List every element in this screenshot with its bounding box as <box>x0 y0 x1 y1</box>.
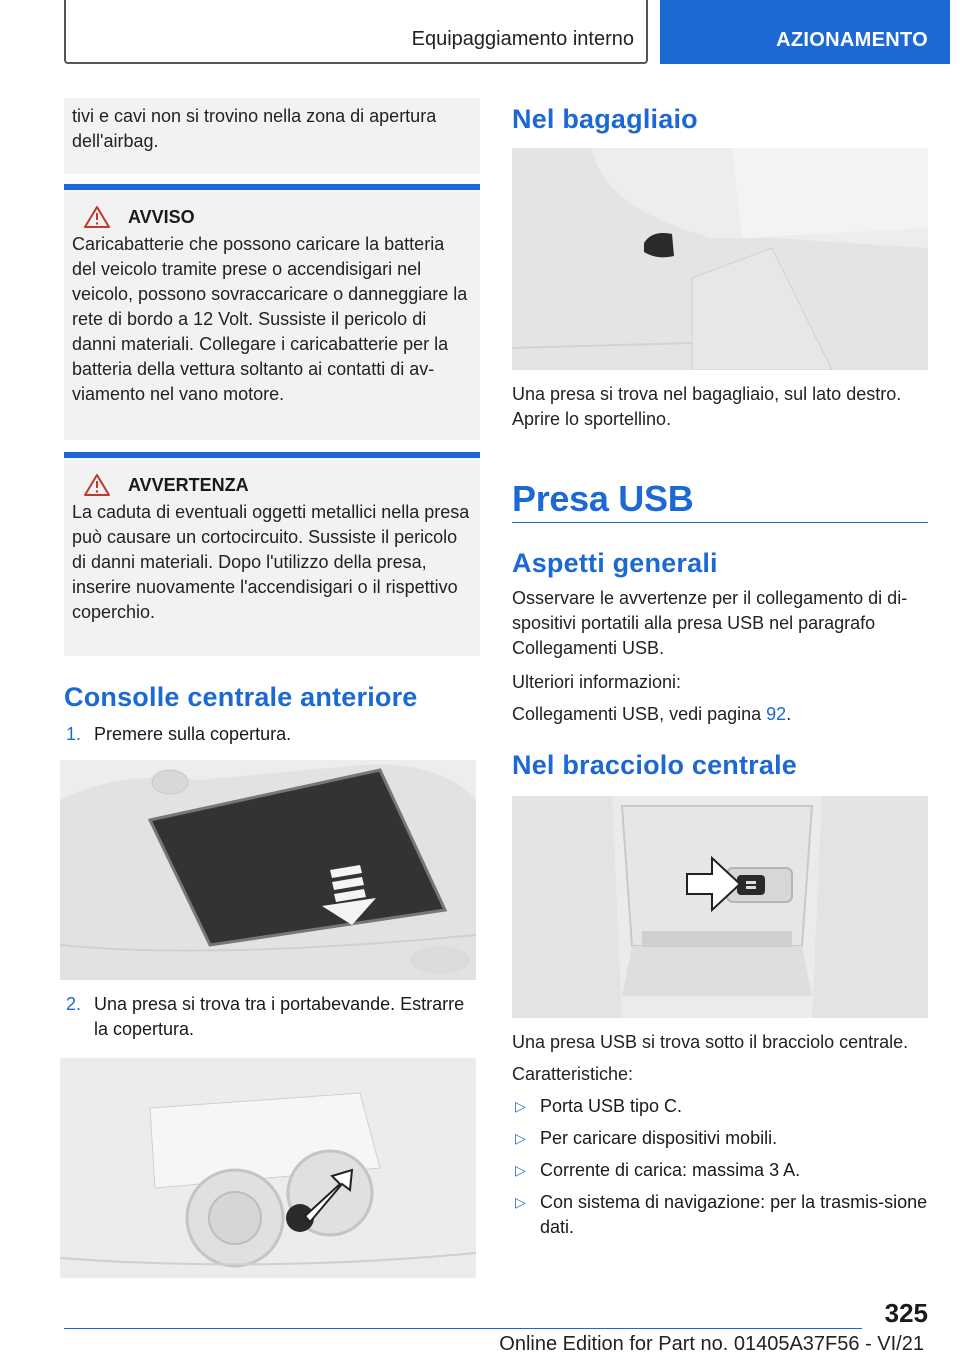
bullet-icon: ▷ <box>515 1130 526 1146</box>
warning-triangle-icon <box>84 474 110 496</box>
trunk-socket-image <box>512 148 928 370</box>
footer-rule <box>64 1328 862 1329</box>
step-item <box>64 722 480 747</box>
feature-text: Porta USB tipo C. <box>540 1096 683 1116</box>
bullet-icon: ▷ <box>515 1162 526 1178</box>
warning-title-row <box>72 204 472 230</box>
feature-text: Corrente di carica: massima 3 A. <box>540 1160 801 1180</box>
feature-item <box>512 1158 928 1183</box>
step-number: 1. <box>66 724 82 744</box>
feature-item <box>512 1190 928 1240</box>
warning-box-avvertenza <box>64 452 480 656</box>
bullet-icon: ▷ <box>515 1098 526 1114</box>
warning-text: La caduta di eventuali oggetti metallici nella presa può causare un cortocircuito. Sussiste il pericolo di danni materiali. Dopo l'utilizzo della presa, inserire nuovamente l'accendisigari o il rispettivo coperchio. <box>72 502 470 622</box>
step-item <box>64 992 480 1042</box>
trunk-heading: Nel bagagliaio <box>512 104 698 134</box>
warning-title-row <box>72 472 472 498</box>
general-heading: Aspetti generali <box>512 548 718 578</box>
bullet-icon: ▷ <box>515 1194 526 1210</box>
footer-edition: Online Edition for Part no. 01405A37F56 - VI/21 <box>499 1333 924 1355</box>
warning-text: Caricabatterie che possono caricare la batteria del veicolo tramite prese o accendisigari nel veicolo, possono sovraccaricare o danneggiare la rete di bordo a 12 Volt. Sussiste il pericolo di danni materiali. Collegare i caricabatterie per la batteria della vettura soltanto ai contatti di av-viamento nel vano motore. <box>72 234 468 404</box>
usb-reference <box>512 702 928 727</box>
continued-text-box <box>64 98 480 174</box>
feature-item <box>512 1094 928 1119</box>
warning-title: AVVISO <box>128 206 195 227</box>
header-chapter-title: AZIONAMENTO <box>776 29 928 51</box>
more-info-label: Ulteriori informazioni: <box>512 672 682 692</box>
step-number: 2. <box>66 994 82 1014</box>
cupholder-socket-image <box>60 1058 476 1278</box>
page-number: 325 <box>884 1298 928 1328</box>
console-heading: Consolle centrale anteriore <box>64 682 418 712</box>
feature-text: Con sistema di navigazione: per la trasmis-sione dati. <box>540 1192 928 1237</box>
feature-text: Per caricare dispositivi mobili. <box>540 1128 778 1148</box>
header-chapter-tab <box>660 0 950 64</box>
heading-rule <box>512 522 928 523</box>
console-cover-image <box>60 760 476 980</box>
armrest-text: Una presa USB si trova sotto il bracciolo centrale. <box>512 1032 909 1052</box>
header-section-tab <box>64 0 648 64</box>
page-link[interactable]: 92 <box>766 704 787 724</box>
reference-end: . <box>786 704 792 724</box>
continued-text: tivi e cavi non si trovino nella zona di apertura dell'airbag. <box>72 106 437 151</box>
warning-box-avviso <box>64 184 480 440</box>
armrest-usb-image <box>512 796 928 1018</box>
warning-title: AVVERTENZA <box>128 474 249 495</box>
warning-triangle-icon <box>84 206 110 228</box>
armrest-heading: Nel bracciolo centrale <box>512 750 798 780</box>
header-section-title: Equipaggiamento interno <box>411 28 634 50</box>
features-label: Caratteristiche: <box>512 1064 634 1084</box>
feature-item <box>512 1126 928 1151</box>
general-text: Osservare le avvertenze per il collegamento di di-spositivi portatili alla presa USB nel paragrafo Collegamenti USB. <box>512 588 908 658</box>
trunk-text: Una presa si trova nel bagagliaio, sul lato destro. Aprire lo sportellino. <box>512 384 902 429</box>
step-text: Una presa si trova tra i portabevande. Estrarre la copertura. <box>94 994 465 1039</box>
reference-text: Collegamenti USB, vedi pagina <box>512 704 767 724</box>
step-text: Premere sulla copertura. <box>94 724 292 744</box>
usb-heading: Presa USB <box>512 478 694 519</box>
